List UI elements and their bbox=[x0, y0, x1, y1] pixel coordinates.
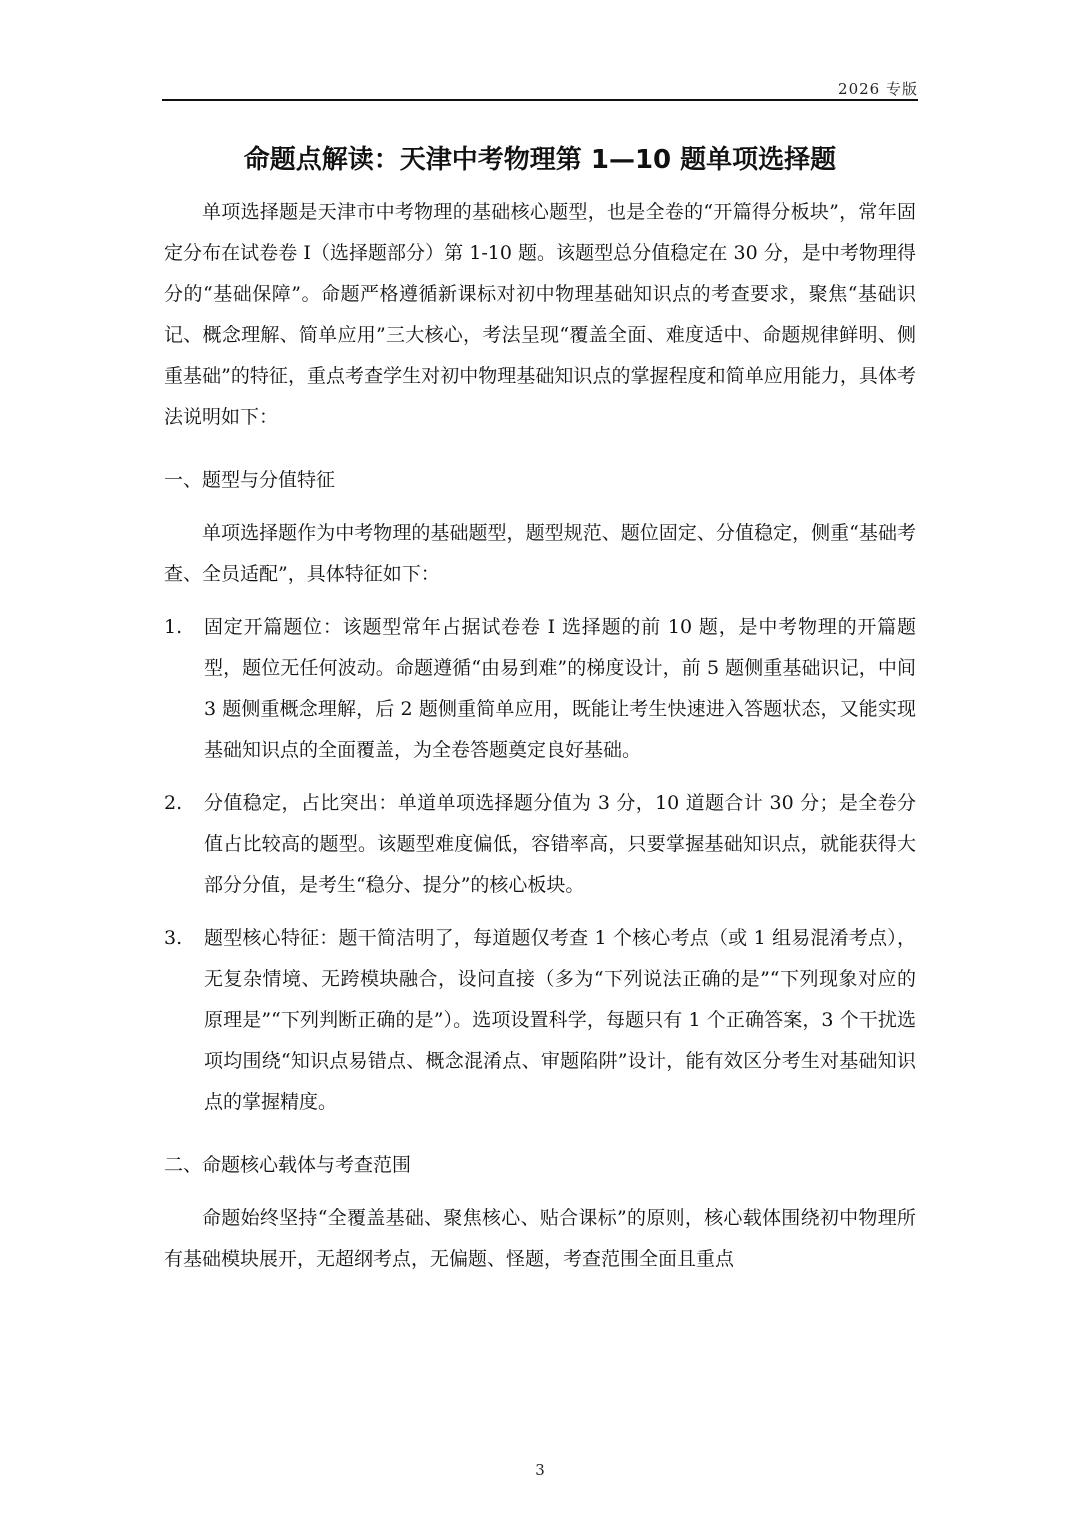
list-item bbox=[164, 607, 916, 771]
list-item bbox=[164, 783, 916, 906]
intro-paragraph: 单项选择题是天津市中考物理的基础核心题型，也是全卷的“开篇得分板块”，常年固定分布在试卷卷 I（选择题部分）第 1-10 题。该题型总分值稳定在 30 分，是中考物理得分的“基础保障”。命题严格遵循新课标对初中物理基础知识点的考查要求，聚焦“基础识记、概念理解、简单应用”三大核心，考法呈现“覆盖全面、难度适中、命题规律鲜明、侧重基础”的特征，重点考查学生对初中物理基础知识点的掌握程度和简单应用能力，具体考法说明如下： bbox=[164, 201, 916, 428]
header-divider bbox=[162, 99, 918, 101]
list-item-number: 1. bbox=[164, 616, 183, 638]
section-heading-2: 二、命题核心载体与考查范围 bbox=[164, 1154, 412, 1176]
list-item-text: 分值稳定，占比突出：单道单项选择题分值为 3 分，10 道题合计 30 分；是全卷分值占比较高的题型。该题型难度偏低，容错率高，只要掌握基础知识点，就能获得大部分分值，是考生“稳分、提分”的核心板块。 bbox=[204, 792, 916, 896]
feature-list bbox=[164, 607, 916, 1123]
list-item-text: 题型核心特征：题干简洁明了，每道题仅考查 1 个核心考点（或 1 组易混淆考点），无复杂情境、无跨模块融合，设问直接（多为“下列说法正确的是”“下列现象对应的原理是”“下列判断正确的是”）。选项设置科学，每题只有 1 个正确答案，3 个干扰选项均围绕“知识点易错点、概念混淆点、审题陷阱”设计，能有效区分考生对基础知识点的掌握精度。 bbox=[204, 927, 916, 1113]
document-body bbox=[164, 138, 916, 1280]
section-2-intro: 命题始终坚持“全覆盖基础、聚焦核心、贴合课标”的原则，核心载体围绕初中物理所有基础模块展开，无超纲考点，无偏题、怪题，考查范围全面且重点 bbox=[164, 1207, 916, 1270]
list-item-number: 3. bbox=[164, 927, 183, 949]
document-title: 命题点解读：天津中考物理第 1—10 题单项选择题 bbox=[243, 145, 837, 175]
header-edition-label: 2026 专版 bbox=[838, 80, 918, 98]
list-item-number: 2. bbox=[164, 792, 183, 814]
page-number: 3 bbox=[535, 1461, 545, 1479]
list-item-text: 固定开篇题位：该题型常年占据试卷卷 I 选择题的前 10 题，是中考物理的开篇题型，题位无任何波动。命题遵循“由易到难”的梯度设计，前 5 题侧重基础识记，中间 3 题侧重概念理解，后 2 题侧重简单应用，既能让考生快速进入答题状态，又能实现基础知识点的全面覆盖，为全卷答题奠定良好基础。 bbox=[204, 616, 916, 761]
list-item bbox=[164, 918, 916, 1123]
section-1-intro: 单项选择题作为中考物理的基础题型，题型规范、题位固定、分值稳定，侧重“基础考查、全员适配”，具体特征如下： bbox=[164, 522, 916, 585]
section-heading-1: 一、题型与分值特征 bbox=[164, 469, 336, 491]
